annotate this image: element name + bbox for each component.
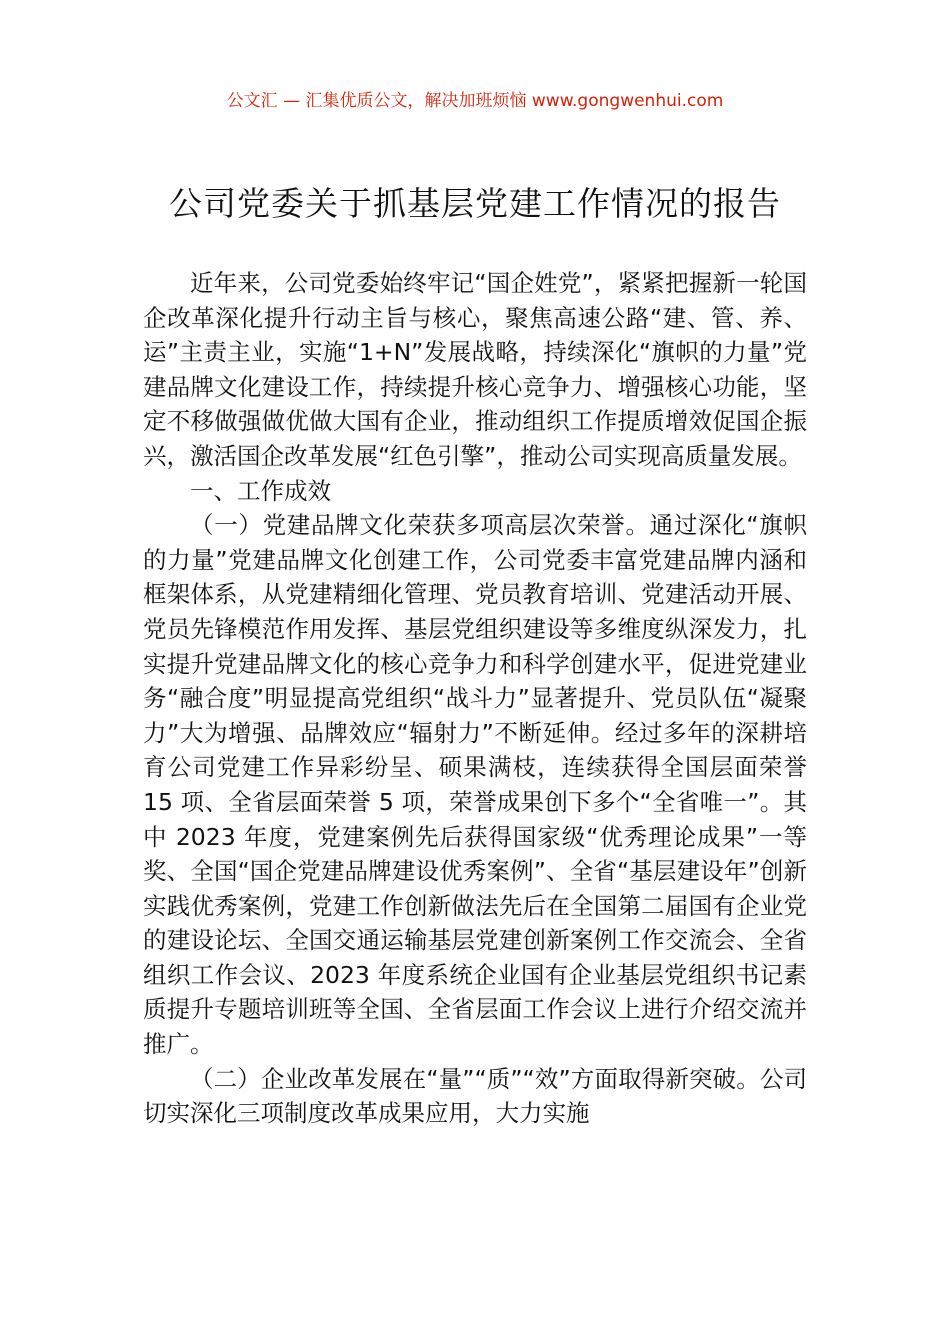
header-banner[interactable]: 公文汇 — 汇集优质公文，解决加班烦恼 www.gongwenhui.com: [226, 91, 724, 111]
paragraph-party-brand-honors: （一）党建品牌文化荣获多项高层次荣誉。通过深化“旗帜的力量”党建品牌文化创建工作，公司党委丰富党建品牌内涵和框架体系，从党建精细化管理、党员教育培训、党建活动开展、党员先锋模范作用发挥、基层党组织建设等多维度纵深发力，扎实提升党建品牌文化的核心竞争力和科学创建水平，促进党建业务“融合度”明显提高党组织“战斗力”显著提升、党员队伍“凝聚力”大为增强、品牌效应“辐射力”不断延伸。经过多年的深耕培育公司党建工作异彩纷呈、硕果满枝，连续获得全国层面荣誉 15 项、全省层面荣誉 5 项，荣誉成果创下多个“全省唯一”。其中 2023 年度，党建案例先后获得国家级“优秀理论成果”一等奖、全国“国企党建品牌建设优秀案例”、全省“基层建设年”创新实践优秀案例，党建工作创新做法先后在全国第二届国有企业党的建设论坛、全国交通运输基层党建创新案例工作交流会、全省组织工作会议、2023 年度系统企业国有企业基层党组织书记素质提升专题培训班等全国、全省层面工作会议上进行介绍交流并推广。: [143, 511, 807, 1059]
document-title: 公司党委关于抓基层党建工作情况的报告: [169, 184, 781, 223]
document-body: [143, 266, 807, 1131]
section-heading-work-results: 一、工作成效: [190, 476, 331, 505]
paragraph-intro: 近年来，公司党委始终牢记“国企姓党”，紧紧把握新一轮国企改革深化提升行动主旨与核心，聚焦高速公路“建、管、养、运”主责主业，实施“1+N”发展战略，持续深化“旗帜的力量”党建品牌文化建设工作，持续提升核心竞争力、增强核心功能，坚定不移做强做优做大国有企业，推动组织工作提质增效促国企振兴，激活国企改革发展“红色引擎”，推动公司实现高质量发展。: [143, 269, 807, 470]
paragraph-reform-development: （二）企业改革发展在“量”“质”“效”方面取得新突破。公司切实深化三项制度改革成果应用，大力实施: [143, 1064, 807, 1128]
